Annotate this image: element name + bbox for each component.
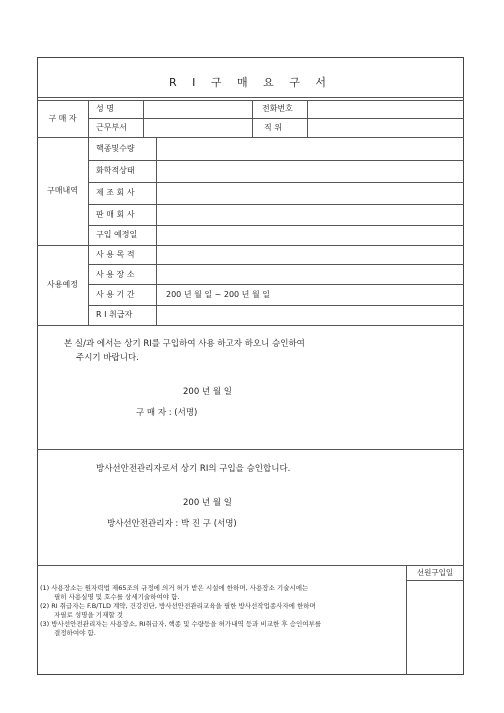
buyer-section-label: 구 매 자 xyxy=(48,114,77,123)
request-line-2: 주시기 바랍니다. xyxy=(76,353,139,363)
dept-field[interactable] xyxy=(144,119,251,136)
purchase-row-label: 화학적상태 xyxy=(96,166,135,175)
note-line: (1) 사용장소는 원자력법 제65조의 규정에 의거 허가 받은 시설에 한하며, 사용장소 기술시에는 xyxy=(40,584,309,592)
usage-period-value: 200 년 월 일 ~ 200 년 월 일 xyxy=(166,290,270,299)
form-title: R I 구 매 요 구 서 xyxy=(169,76,332,89)
rule xyxy=(37,449,464,450)
rule xyxy=(252,100,253,137)
rule xyxy=(37,325,464,326)
rule xyxy=(88,225,464,226)
purchase-row-label: 판 매 회 사 xyxy=(96,210,135,219)
note-line: (3) 방사선안전관리자는 사용장소, RI취급자, 핵종 및 수량등을 허가내역 등과 비교한 후 승인여부를 xyxy=(40,620,322,628)
note-line: 결정하여야 함. xyxy=(54,629,96,637)
position-field[interactable] xyxy=(308,119,463,136)
purchase-row-label: 구입 예정일 xyxy=(96,230,138,239)
notes xyxy=(40,584,400,638)
phone-field[interactable] xyxy=(308,101,463,117)
stamp-label: 선원구입일 xyxy=(416,568,454,577)
rule xyxy=(37,565,464,566)
usage-row-label: 사 용 목 적 xyxy=(96,250,135,259)
request-date: 200 년 월 일 xyxy=(183,387,232,397)
rule xyxy=(88,182,464,183)
stamp-box xyxy=(406,565,464,675)
rule xyxy=(37,137,464,138)
purchase-row-label: 핵종및수량 xyxy=(96,144,135,153)
usage-row-label: R I 취급자 xyxy=(96,310,133,319)
note-line: 자필로 성명을 기재할 것 xyxy=(54,611,123,619)
rule xyxy=(156,137,157,325)
rule xyxy=(88,305,464,306)
manager-signature: 방사선안전관리자 : 박 진 구 (서명) xyxy=(107,519,237,529)
rule xyxy=(88,264,464,265)
rule xyxy=(37,245,464,246)
note-line: (2) RI 취급자는 F.B/TLD 계약, 건강진단, 방사선안전관리교육을 필한 방사선작업종사자에 한하며 xyxy=(40,602,316,610)
rule xyxy=(88,160,464,161)
request-line-1: 본 실/과 에서는 상기 RI를 구입하여 사용 하고자 하오니 승인하여 xyxy=(64,339,305,349)
rule xyxy=(88,284,464,285)
phone-label: 전화번호 xyxy=(262,104,293,113)
rule xyxy=(88,100,89,325)
dept-label: 근무부서 xyxy=(96,123,127,132)
approval-text: 방사선안전관리자로서 상기 RI의 구입을 승인합니다. xyxy=(96,464,291,474)
approval-date: 200 년 월 일 xyxy=(183,498,232,508)
usage-row-label: 사 용 장 소 xyxy=(96,270,135,279)
usage-section-label: 사용예정 xyxy=(47,280,78,289)
position-label: 직 위 xyxy=(264,123,282,132)
rule xyxy=(37,97,464,98)
buyer-signature: 구 매 자 : (서명) xyxy=(136,408,198,418)
name-field[interactable] xyxy=(144,101,251,117)
usage-row-label: 사 용 기 간 xyxy=(96,290,135,299)
purchase-section-label: 구매내역 xyxy=(47,186,78,195)
name-label: 성 명 xyxy=(96,104,114,113)
rule xyxy=(88,204,464,205)
purchase-row-label: 제 조 회 사 xyxy=(96,188,135,197)
note-line: 필히 사용실명 및 호수를 상세기술하여야 함. xyxy=(54,593,180,601)
rule xyxy=(406,580,464,581)
